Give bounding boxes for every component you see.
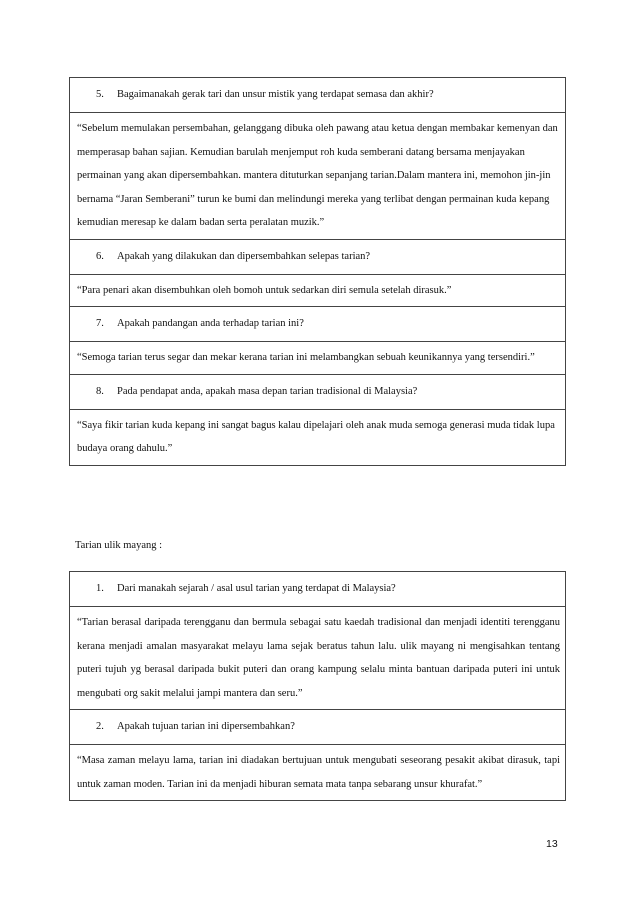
question-number: 5.: [96, 89, 104, 100]
question-number: 6.: [96, 250, 104, 262]
section-title: Tarian ulik mayang :: [75, 540, 163, 551]
question-row: [70, 306, 565, 341]
question-text: Apakah yang dilakukan dan dipersembahkan selepas tarian?: [117, 250, 371, 262]
question-row: [70, 709, 565, 744]
question-text: Bagaimanakah gerak tari dan unsur mistik yang terdapat semasa dan akhir?: [117, 89, 434, 100]
answer-row: “Para penari akan disembuhkan oleh bomoh untuk sedarkan diri semula setelah dirasuk.”: [70, 274, 565, 307]
answer-row: “Sebelum memulakan persembahan, gelanggang dibuka oleh pawang atau ketua dengan membakar kemenyan dan memperasap bahan sajian. Kemudian barulah menjemput roh kuda semberani datang bersama menjayakan permainan yang akan dipersembahkan. mantera dituturkan sepanjang tarian.Dalam mantera ini, memohon jin-jin bernama “Jaran Semberani” turun ke bumi dan melindungi mereka yang terlibat dengan permainan kuda kepang kemudian meresap ke dalam badan serta peralatan muzik.”: [70, 112, 565, 239]
question-row: [70, 374, 565, 409]
question-number: 1.: [96, 583, 104, 594]
question-row: [70, 572, 565, 606]
question-number: 2.: [96, 721, 104, 732]
question-text: Apakah tujuan tarian ini dipersembahkan?: [117, 721, 295, 732]
interview-table-kuda-kepang: [69, 77, 566, 466]
question-number: 8.: [96, 385, 104, 397]
question-row: [70, 239, 565, 274]
answer-row: “Masa zaman melayu lama, tarian ini diadakan bertujuan untuk mengubati seseorang pesakit akibat dirasuk, tapi untuk zaman moden. Tarian ini da menjadi hiburan semata mata tanpa sebarang unsur khurafat.”: [70, 744, 565, 800]
answer-row: “Tarian berasal daripada terengganu dan bermula sebagai satu kaedah tradisional dan menjadi identiti terengganu kerana menjadi amalan masyarakat melayu lama sejak beratus tahun lalu. ulik mayang ni mengisahkan tentang puteri tujuh yg berasal daripada bukit puteri dan orang kampung selalu minta bantuan daripada puteri ini untuk mengubati org sakit melalui jampi mantera dan seru.”: [70, 606, 565, 709]
question-text: Apakah pandangan anda terhadap tarian ini?: [117, 318, 304, 329]
page-number: 13: [546, 838, 558, 850]
answer-row: “Semoga tarian terus segar dan mekar kerana tarian ini melambangkan sebuah keunikannya yang tersendiri.”: [70, 341, 565, 374]
interview-table-ulik-mayang: [69, 571, 566, 801]
question-number: 7.: [96, 318, 104, 329]
question-row: [70, 78, 565, 112]
question-text: Pada pendapat anda, apakah masa depan tarian tradisional di Malaysia?: [117, 385, 418, 397]
answer-row: “Saya fikir tarian kuda kepang ini sangat bagus kalau dipelajari oleh anak muda semoga generasi muda tidak lupa budaya orang dahulu.”: [70, 409, 565, 465]
question-text: Dari manakah sejarah / asal usul tarian yang terdapat di Malaysia?: [117, 583, 396, 594]
